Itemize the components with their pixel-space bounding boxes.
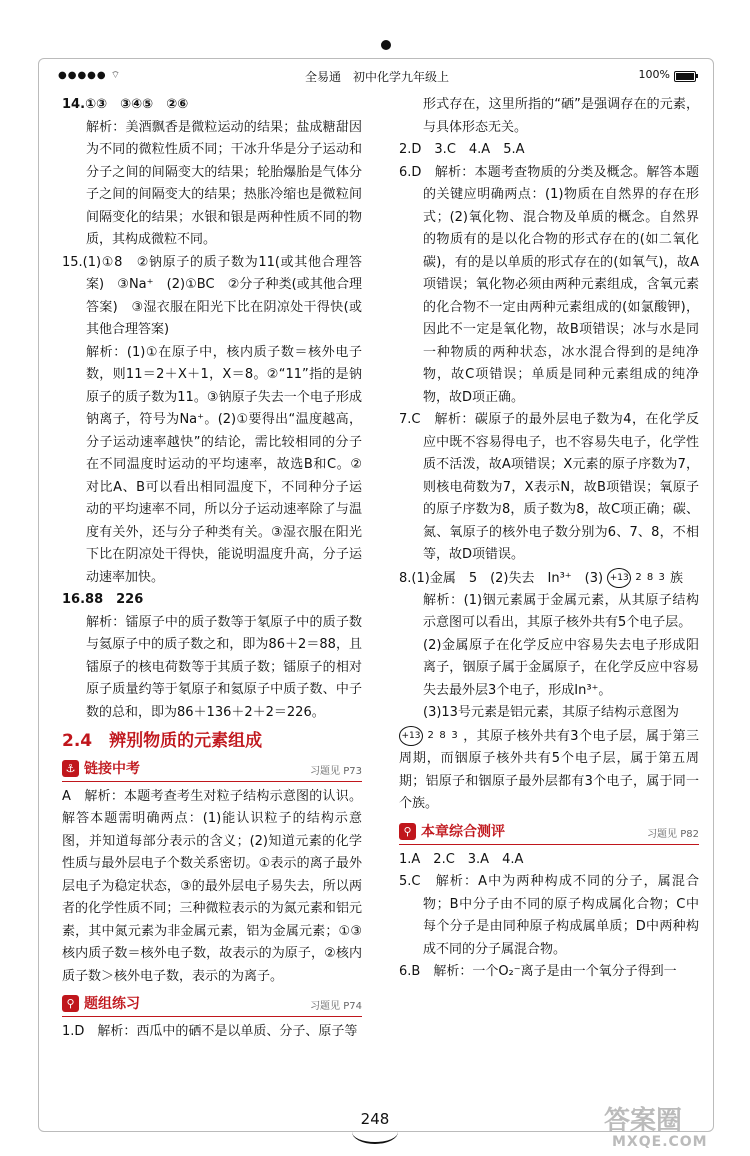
g8-analysis-1: 解析：(1)铟元素属于金属元素，从其原子结构示意图可以看出，其原子核外共有5个电子层。 (423, 592, 699, 631)
signal-icon: ●●●●● ⌔ (58, 70, 122, 81)
section-heading: 2.4 辨别物质的元素组成 (62, 731, 263, 751)
g1-answer: 1.D 解析：西瓜中的硒不是以单质、分子、原子等 (62, 1024, 358, 1039)
battery-icon (674, 71, 696, 82)
link-exam-analysis: A 解析：本题考查考生对粒子结构示意图的认识。解答本题需明确两点：(1)能认识粒子的结构示意图，并知道每部分表示的含义；(2)知道元素的化学性质与最外层电子个数关系密切。①表示的离子最外层电子为稳定状态，③的最外层电子易失去，所以两者的化学性质不同；三种微粒表示的为氮元素和铝元素，其中氮元素为非金属元素，铝为金属元素；①③核内质子数＝核外电子数，故表示的为原子，②核内质子数＞核外电子数，表示的为离子。 (62, 788, 362, 984)
group-practice-label: 题组练习 (84, 996, 140, 1012)
g7-answer: 7.C 解析：碳原子的最外层电子数为4，在化学反应中既不容易得电子，也不容易失电子，化学性质不活泼，故A项错误；X元素的原子序数为7，则核电荷数为7，X表示N，故B项错误；氧原子的原子序数为8，质子数为8，故C项正确；碳、氮、氧原子的核外电子数分别为6、7、8，不相等，故D项错误。 (399, 412, 699, 562)
q15-answer: 15.(1)①8 ②钠原子的质子数为11(或其他合理答案) ③Na⁺ (2)①BC ②分子种类(或其他合理答案) ③湿衣服在阳光下比在阴凉处干得快(或其他合理答案) (62, 254, 362, 337)
g8-analysis-2: (2)金属原子在化学反应中容易失去电子形成阳离子，铟原子属于金属原子，在化学反应中容易失去最外层3个电子，形成In³⁺。 (423, 637, 699, 698)
search-icon: ⚲ (399, 823, 416, 840)
watermark-logo: 答案圈 (604, 1106, 683, 1136)
right-column (399, 94, 699, 984)
group-practice-ref: 习题见 P74 (310, 1001, 362, 1012)
q16-analysis: 解析：镭原子中的质子数等于氡原子中的质子数与氦原子中的质子数之和，即为86＋2＝88，且镭原子的核电荷数等于其质子数；镭原子的相对原子质量约等于氡原子和氦原子中质子数、中子数的总和，即为86＋136＋2＋2＝226。 (86, 614, 362, 720)
left-column (62, 94, 362, 1044)
q16-answer: 16.88 226 (62, 592, 144, 607)
chapter-test-bar (399, 820, 699, 845)
electron-shells: 2 8 3 (635, 571, 666, 583)
atom-nucleus-icon: +13 (607, 568, 631, 588)
chapter-test-label: 本章综合测评 (421, 823, 505, 840)
q14-analysis: 解析：美酒飘香是微粒运动的结果；盐成糖甜因为不同的微粒性质不同；干冰升华是分子运动和分子之间的间隔变大的结果；轮胎爆胎是气体分子之间的间隔变大的结果；热胀冷缩也是微粒间间隔变化的结果；水银和银是两种性质不同的物质，其构成微粒不同。 (86, 119, 362, 247)
g8-answer (399, 567, 699, 590)
link-exam-ref: 习题见 P73 (310, 765, 362, 777)
t1-4-answers: 1.A 2.C 3.A 4.A (399, 851, 524, 867)
q14-answer: 14.①③ ③④⑤ ②⑥ (62, 97, 189, 112)
aluminum-nucleus-icon: +13 (399, 726, 423, 746)
battery-percent: 100% (638, 68, 670, 81)
document-title: 全易通 初中化学九年级上 (304, 70, 449, 84)
group-practice-bar (62, 992, 362, 1017)
link-exam-bar (62, 757, 362, 782)
g8-analysis-3: (3)13号元素是铝元素，其原子结构示意图为 (423, 705, 679, 721)
page-number: 248 (360, 1110, 390, 1128)
g8-text: 8.(1)金属 5 (2)失去 In³⁺ (3) (399, 570, 604, 586)
g6-answer: 6.D 解析：本题考查物质的分类及概念。解答本题的关键应明确两点：(1)物质在自然界的存在形式；(2)氧化物、混合物及单质的概念。自然界的物质有的是以化合物的形式存在的(如二氧化碳)，有的是以单质的形式存在的(如氧气)，故A项错误；氧化物必须由两种元素组成，含氧元素的化合物不一定由两种元素组成的(如氯酸钾)，因此不一定是氧化物，故B项错误；冰与水是同一种物质的两种状态，冰水混合得到的是纯净物，故C项错误；单质是同种元素组成的纯净物，故D项正确。 (399, 164, 699, 405)
g2-5-answers: 2.D 3.C 4.A 5.A (399, 142, 525, 157)
g1-continued: 形式存在，这里所指的“硒”是强调存在的元素，与具体形态无关。 (423, 97, 699, 135)
anchor-icon: ⚓ (62, 760, 79, 777)
status-bar (44, 66, 710, 86)
aluminum-shells: 2 8 3 (427, 729, 459, 741)
q15-analysis: 解析：(1)①在原子中，核内质子数＝核外电子数，则11＝2＋X＋1，X＝8。②“11”指的是钠原子的质子数为11。③钠原子失去一个电子形成钠离子，符号为Na⁺。(2)①要得出“温度越高，分子运动速率越快”的结论，需比较相同的分子在不同温度时运动的平均速率，故选B和C。②对比A、B可以看出相同温度下，不同种分子运动的平均速率不同，所以分子运动速率除了与温度有关外，还与分子种类有关。③湿衣服在阳光下比在阴凉处干得快，能说明温度升高，分子运动速率加快。 (86, 344, 362, 585)
t6-answer: 6.B 解析：一个O₂⁻离子是由一个氧分子得到一 (399, 964, 677, 979)
chapter-test-ref: 习题见 P82 (647, 828, 699, 840)
search-icon: ⚲ (62, 995, 79, 1012)
g8-end: 族 (669, 570, 683, 586)
link-exam-label: 链接中考 (84, 760, 140, 777)
camera-dot (381, 40, 391, 50)
watermark-url: MXQE.COM (612, 1134, 708, 1150)
g8-analysis-4 (399, 725, 699, 816)
g8-analysis-4-text: ，其原子核外共有3个电子层，属于第三周期，而铟原子核外共有5个电子层，属于第五周期；铝原子和铟原子最外层都有3个电子，属于同一个族。 (399, 728, 699, 811)
t5-answer: 5.C 解析：A中为两种构成不同的分子，属混合物；B中分子由不同的原子构成属化合物；C中每个分子是由同种原子构成属单质；D中两种构成不同的分子属混合物。 (399, 874, 699, 957)
page-number-arc (352, 1120, 398, 1144)
